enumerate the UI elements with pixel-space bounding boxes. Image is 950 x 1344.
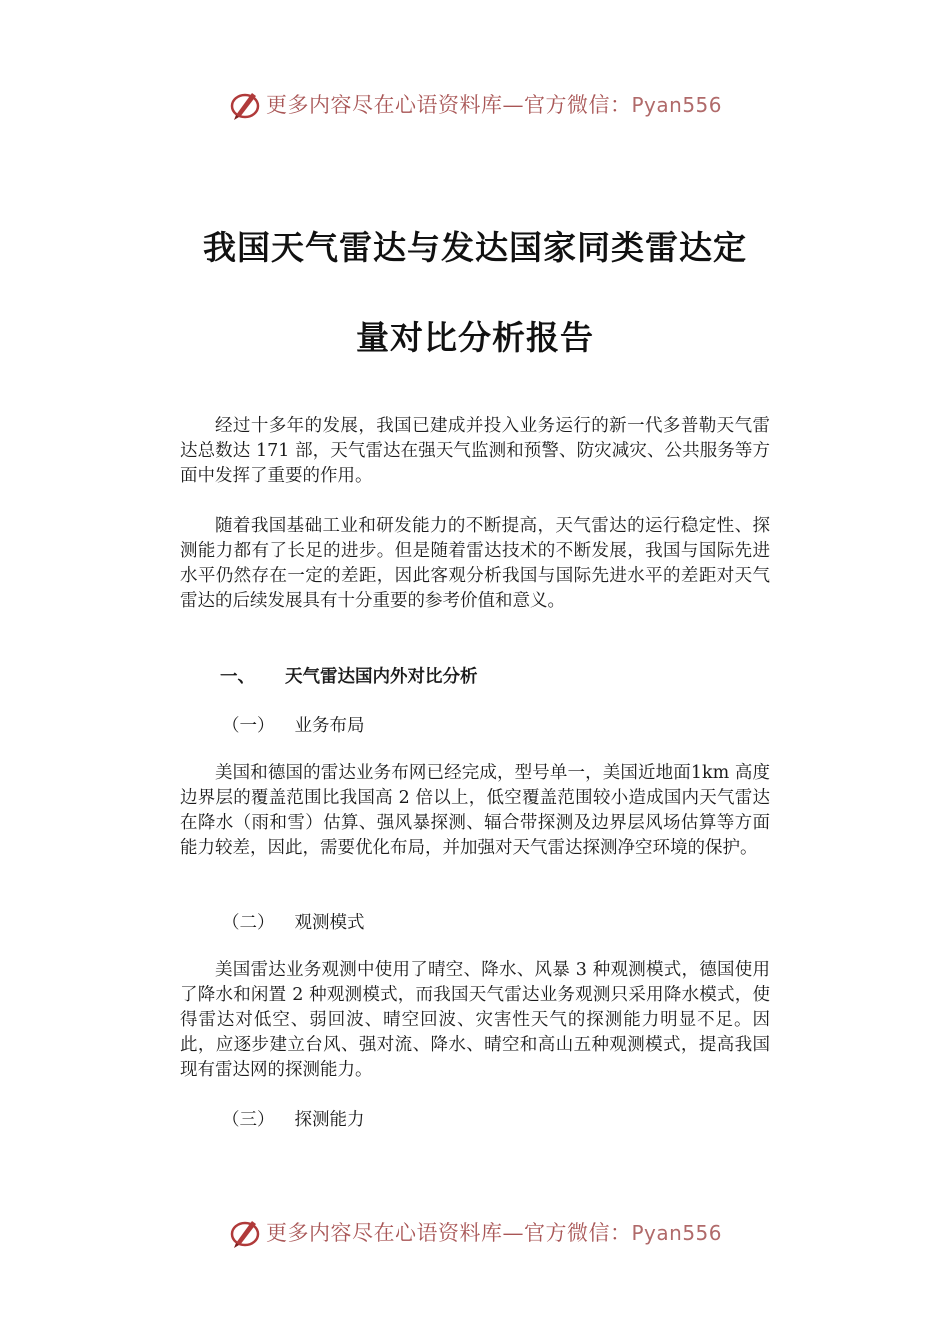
banner-label: 更多内容尽在心语资料库—官方微信： — [265, 1221, 632, 1245]
document-title-line-2: 量对比分析报告 — [356, 318, 594, 357]
paragraph-background: 随着我国基础工业和研发能力的不断提高，天气雷达的运行稳定性、探测能力都有了长足的进步。但是随着雷达技术的不断发展，我国与国际先进水平仍然存在一定的差距，因此客观分析我国与国际先进水平的差距对天气雷达的后续发展具有十分重要的参考价值和意义。 — [180, 516, 770, 611]
section-heading-1 — [220, 663, 478, 688]
pen-logo-icon — [228, 1215, 262, 1249]
subsection-number: （三） — [222, 1110, 275, 1130]
banner-text — [266, 1217, 722, 1247]
subsection-number: （一） — [222, 716, 275, 736]
subsection-label: 探测能力 — [294, 1110, 365, 1130]
section-label: 天气雷达国内外对比分析 — [285, 667, 478, 687]
subsection-heading-2 — [222, 909, 365, 934]
banner-wechat-id: Pyan556 — [631, 93, 722, 117]
footer-banner — [0, 1212, 950, 1252]
subsection-number: （二） — [222, 913, 275, 933]
subsection-heading-3 — [222, 1106, 365, 1131]
subsection-heading-1 — [222, 712, 365, 737]
pen-logo-icon — [228, 87, 262, 121]
subsection-label: 观测模式 — [294, 913, 365, 933]
paragraph-intro: 经过十多年的发展，我国已建成并投入业务运行的新一代多普勒天气雷达总数达 171 部，天气雷达在强天气监测和预警、防灾减灾、公共服务等方面中发挥了重要的作用。 — [180, 416, 770, 486]
document-title-line-1: 我国天气雷达与发达国家同类雷达定 — [203, 228, 747, 267]
section-number: 一、 — [220, 667, 255, 687]
banner-text — [266, 89, 722, 119]
subsection-label: 业务布局 — [294, 716, 365, 736]
header-banner — [0, 84, 950, 124]
banner-label: 更多内容尽在心语资料库—官方微信： — [265, 93, 632, 117]
paragraph-layout: 美国和德国的雷达业务布网已经完成，型号单一，美国近地面1km 高度边界层的覆盖范围比我国高 2 倍以上，低空覆盖范围较小造成国内天气雷达在降水（雨和雪）估算、强风暴探测、辐合带探测及边界层风场估算等方面能力较差，因此，需要优化布局，并加强对天气雷达探测净空环境的保护。 — [180, 763, 770, 858]
paragraph-observation-modes: 美国雷达业务观测中使用了晴空、降水、风暴 3 种观测模式，德国使用了降水和闲置 2 种观测模式，而我国天气雷达业务观测只采用降水模式，使得雷达对低空、弱回波、晴空回波、灾害性天气的探测能力明显不足。因此，应逐步建立台风、强对流、降水、晴空和高山五种观测模式，提高我国现有雷达网的探测能力。 — [180, 960, 770, 1080]
banner-wechat-id: Pyan556 — [631, 1221, 722, 1245]
